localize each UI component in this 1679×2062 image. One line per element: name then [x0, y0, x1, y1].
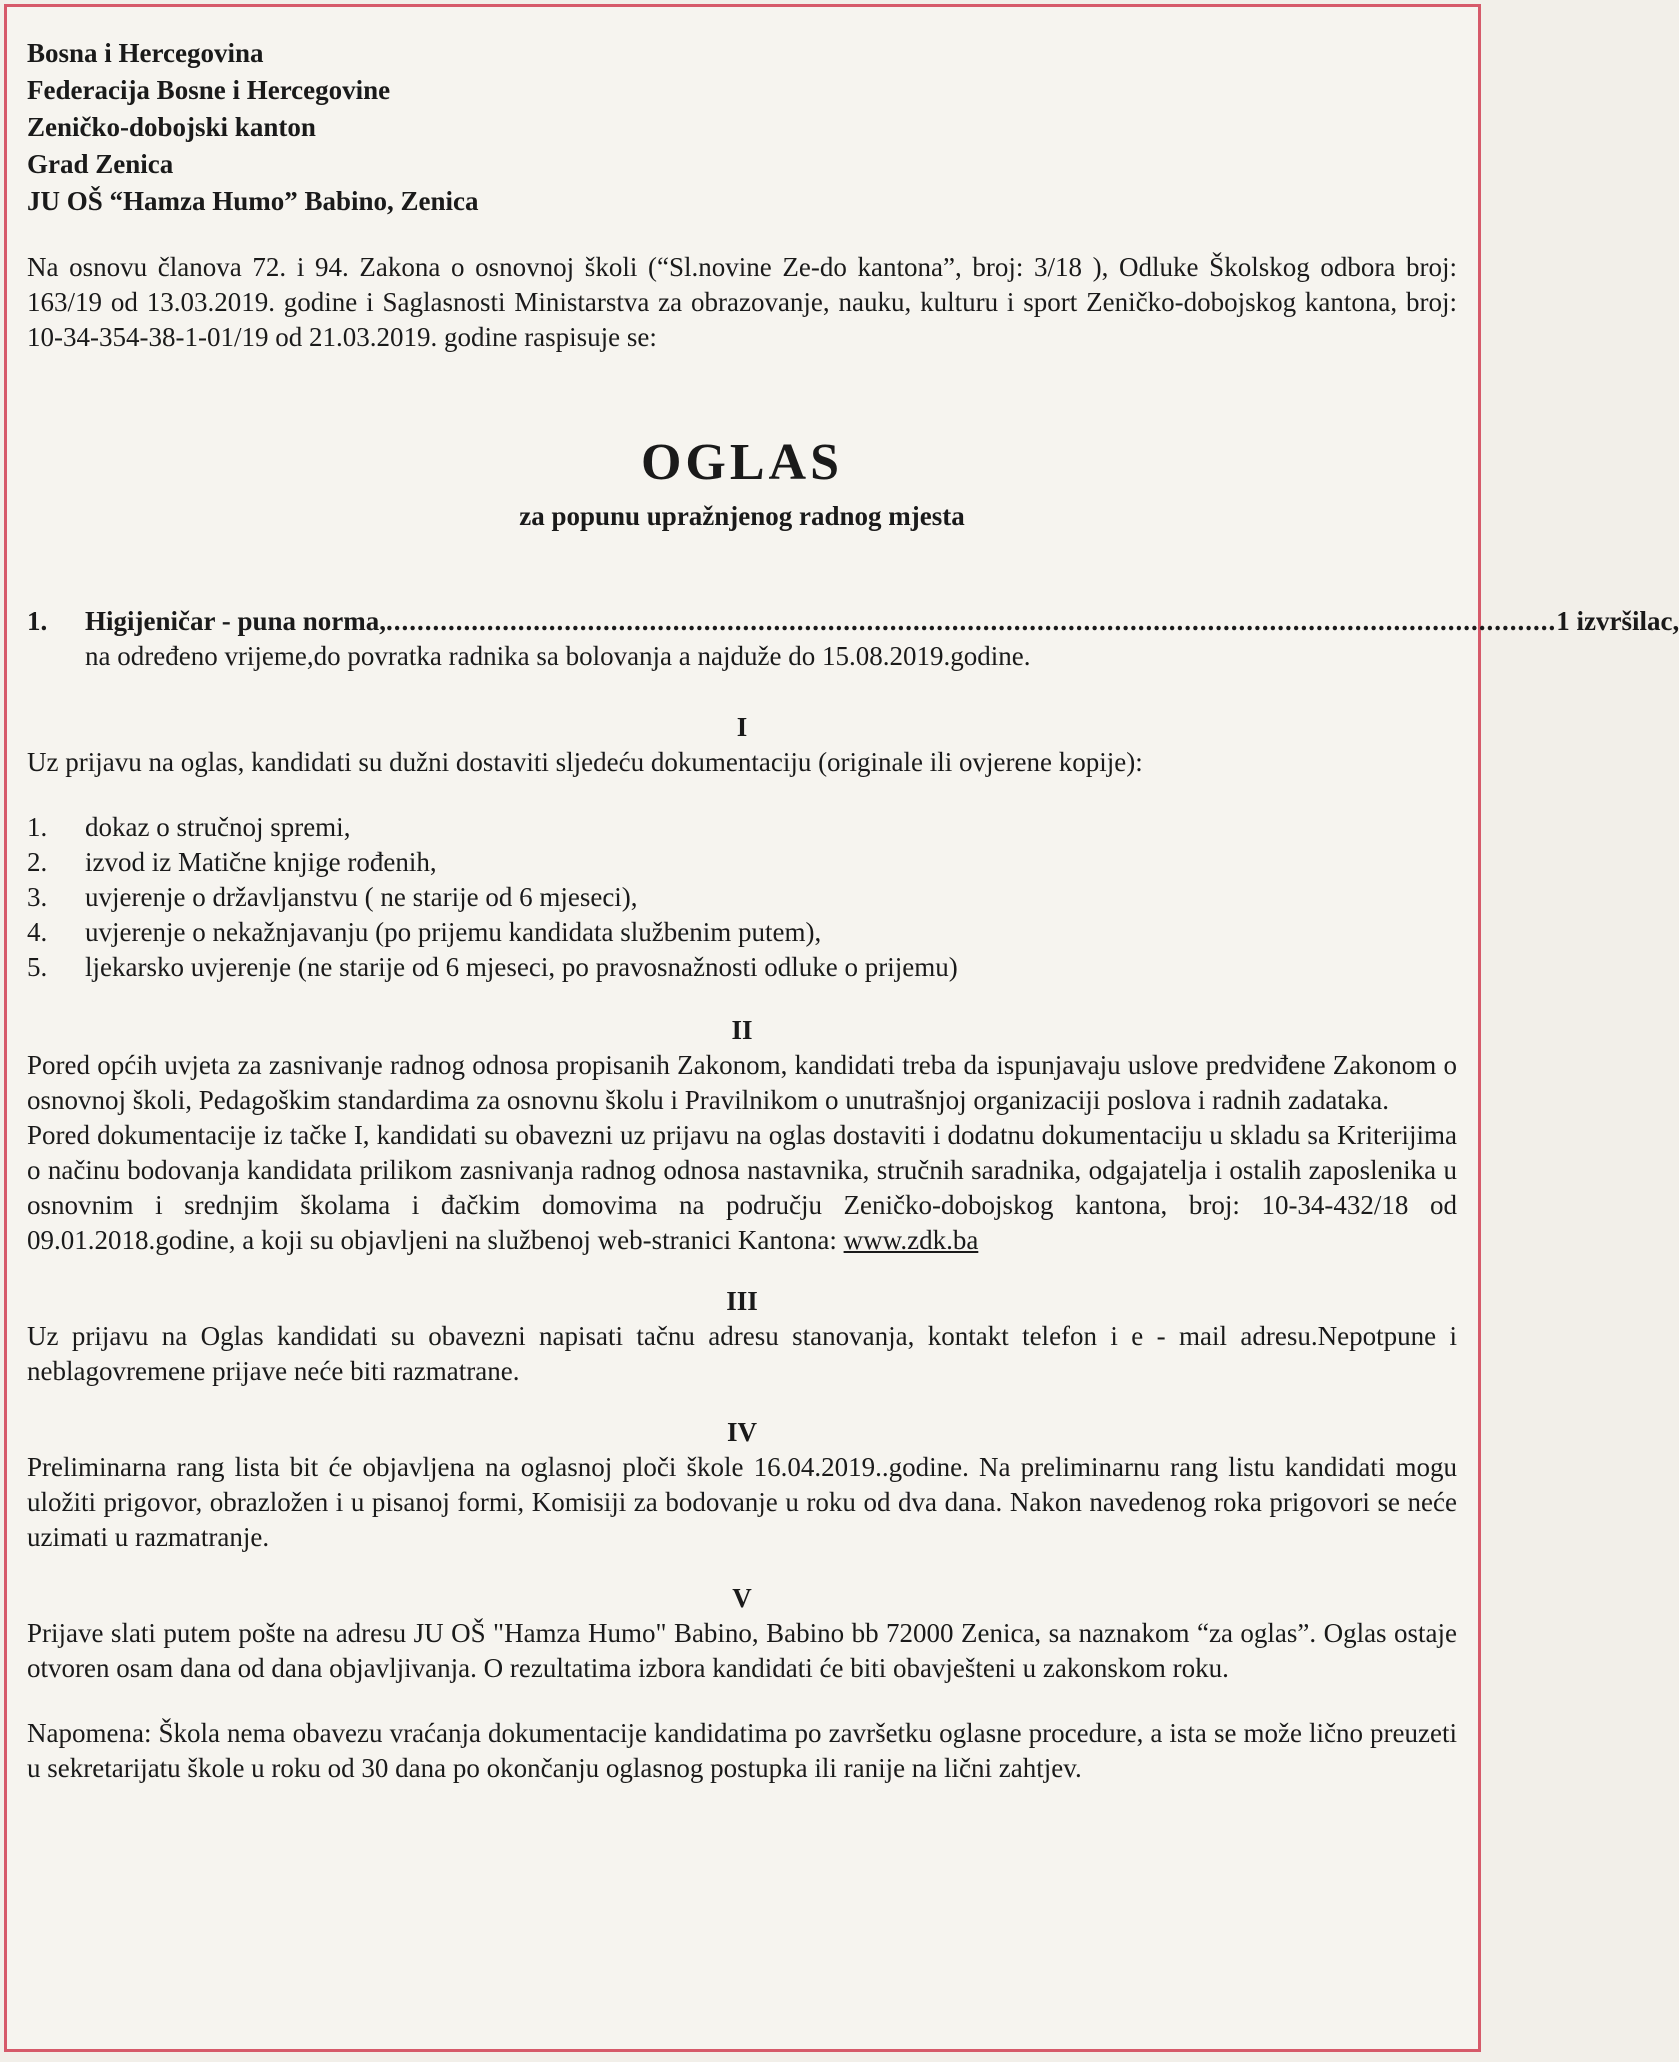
section-heading-iii: III — [726, 1286, 758, 1316]
header-line-country: Bosna i Hercegovina — [27, 38, 264, 68]
list-item — [27, 810, 1457, 845]
document-subtitle: za popunu upražnjenog radnog mjesta — [519, 501, 965, 531]
list-item-text: dokaz o stručnoj spremi, — [85, 812, 351, 842]
section-heading-ii: II — [731, 1015, 753, 1045]
document-content — [27, 35, 1679, 1786]
position-description: na određeno vrijeme,do povratka radnika sa bolovanja a najduže do 15.08.2019.godine. — [85, 641, 1031, 671]
position-line — [27, 604, 1679, 639]
header-line-city: Grad Zenica — [27, 149, 174, 179]
section-v-text: Prijave slati putem pošte na adresu JU OŠ "Hamza Humo" Babino, Babino bb 72000 Zenica, sa naznakom “za oglas”. Oglas ostaje otvoren osam dana od dana objavljivanja. O rezultatima izbora kandidati će biti obavješteni u zakonskom roku. — [27, 1618, 1457, 1683]
section-ii-paragraph-2-text: Pored dokumentacije iz tačke I, kandidati su obavezni uz prijavu na oglas dostaviti i dodatnu dokumentaciju u skladu sa Kriterijima o načinu bodovanja kandidata prilikom zasnivanja radnog odnosa nastavnika, stručnih saradnika, odgajatelja i ostalih zaposlenika u osnovnim i srednjim školama i đačkim domovima na području Zeničko-dobojskog kantona, broj: 10-34-432/18 od 09.01.2018.godine, a koji su objavljeni na službenoj web-stranici Kantona: — [27, 1120, 1457, 1255]
list-item — [27, 845, 1457, 880]
document-page — [4, 4, 1679, 2052]
list-item-text: uvjerenje o državljanstvu ( ne starije od 6 mjeseci), — [85, 882, 638, 912]
header-line-federation: Federacija Bosne i Hercegovine — [27, 75, 391, 105]
list-item-number: 3. — [27, 882, 48, 912]
list-item-text: izvod iz Matične knjige rođenih, — [85, 847, 437, 877]
section-i-text: Uz prijavu na oglas, kandidati su dužni dostaviti sljedeću dokumentaciju (originale ili ovjerene kopije): — [27, 747, 1143, 777]
list-item-number: 5. — [27, 952, 48, 982]
list-item-text: uvjerenje o nekažnjavanju (po prijemu kandidata službenim putem), — [85, 917, 822, 947]
documents-list — [27, 810, 1457, 985]
institution-header — [27, 35, 1457, 220]
section-ii-paragraph-1: Pored općih uvjeta za zasnivanje radnog odnosa propisanih Zakonom, kandidati treba da ispunjavaju uslove predviđene Zakonom o osnovnoj školi, Pedagoškim standardima za osnovnu školu i Pravilnikom o unutrašnjoj organizaciji poslova i radnih zadataka. — [27, 1050, 1457, 1115]
list-item-number: 2. — [27, 847, 48, 877]
position-name: Higijeničar - puna norma, — [85, 606, 387, 636]
section-ii-paragraph-2 — [27, 1118, 1457, 1258]
list-item-number: 1. — [27, 812, 48, 842]
website-link[interactable]: www.zdk.ba — [843, 1225, 979, 1255]
list-item — [27, 915, 1457, 950]
position-number: 1. — [27, 606, 48, 636]
note-paragraph: Napomena: Škola nema obavezu vraćanja dokumentacije kandidatima po završetku oglasne procedure, a ista se može lično preuzeti u sekretarijatu škole u roku od 30 dana po okončanju oglasnog postupka ili ranije na lični zahtjev. — [27, 1718, 1457, 1783]
position-leader-dots: ....................................................................................................................................................... — [386, 606, 1557, 636]
header-line-school: JU OŠ “Hamza Humo” Babino, Zenica — [27, 186, 479, 216]
section-iii-text: Uz prijavu na Oglas kandidati su obavezni napisati tačnu adresu stanovanja, kontakt telefon i e - mail adresu.Nepotpune i neblagovremene prijave neće biti razmatrane. — [27, 1321, 1457, 1386]
header-line-canton: Zeničko-dobojski kanton — [27, 112, 316, 142]
list-item-text: ljekarsko uvjerenje (ne starije od 6 mjeseci, po pravosnažnosti odluke o prijemu) — [85, 952, 958, 982]
section-iv-text: Preliminarna rang lista bit će objavljena na oglasnoj ploči škole 16.04.2019..godine. Na preliminarnu rang listu kandidati mogu uložiti prigovor, obrazložen i u pisanoj formi, Komisiji za bodovanje u roku od dva dana. Nakon navedenog roka prigovori se neće uzimati u razmatranje. — [27, 1452, 1457, 1552]
list-item — [27, 950, 1457, 985]
section-heading-i: I — [736, 712, 748, 742]
section-heading-iv: IV — [726, 1417, 757, 1447]
section-heading-v: V — [732, 1583, 752, 1613]
list-item — [27, 880, 1457, 915]
list-item-number: 4. — [27, 917, 48, 947]
position-count: 1 izvršilac, — [1556, 606, 1679, 636]
document-title: OGLAS — [640, 434, 844, 491]
intro-paragraph: Na osnovu članova 72. i 94. Zakona o osnovnoj školi (“Sl.novine Ze-do kantona”, broj: 3/18 ), Odluke Školskog odbora broj: 163/19 od 13.03.2019. godine i Saglasnosti Ministarstva za obrazovanje, nauku, kulturu i sport Zeničko-dobojskog kantona, broj: 10-34-354-38-1-01/19 od 21.03.2019. godine raspisuje se: — [27, 252, 1457, 352]
job-position — [27, 604, 1679, 674]
